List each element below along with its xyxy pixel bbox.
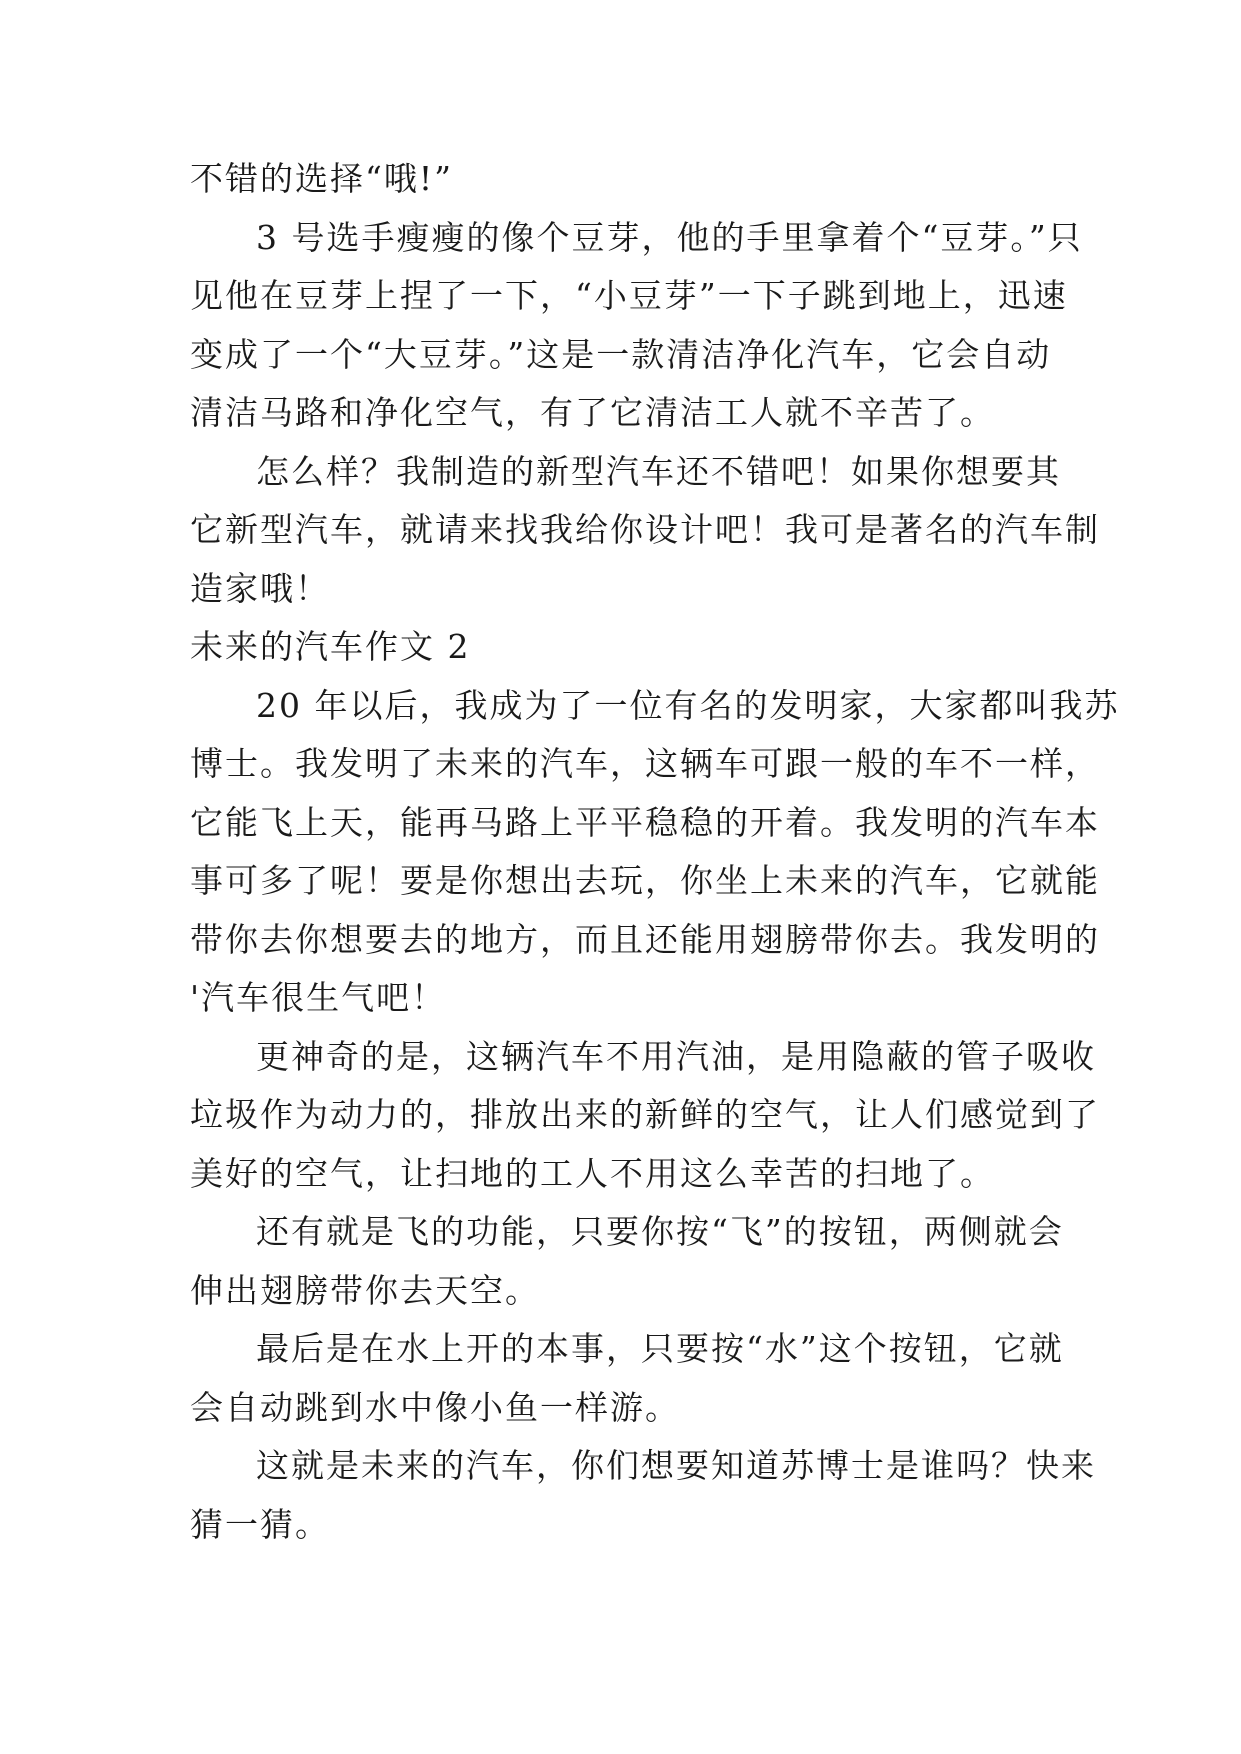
paragraph-line: 美好的空气，让扫地的工人不用这么幸苦的扫地了。	[190, 1153, 995, 1193]
paragraph-line: 垃圾作为动力的，排放出来的新鲜的空气，让人们感觉到了	[190, 1095, 1100, 1134]
paragraph-line: 带你去你想要去的地方，而且还能用翅膀带你去。我发明的	[190, 919, 1100, 959]
paragraph-line: 怎么样？我制造的新型汽车还不错吧！如果你想要其	[256, 451, 1061, 491]
paragraph-line: 造家哦！	[190, 568, 330, 608]
paragraph-line: 3 号选手瘦瘦的像个豆芽，他的手里拿着个“豆芽。”只	[256, 217, 1083, 257]
paragraph-line: 最后是在水上开的本事，只要按“水”这个按钮，它就	[256, 1329, 1064, 1368]
paragraph-line: 还有就是飞的功能，只要你按“飞”的按钮，两侧就会	[256, 1212, 1064, 1251]
paragraph-line: 更神奇的是，这辆汽车不用汽油，是用隐蔽的管子吸收	[256, 1036, 1096, 1076]
paragraph-line: 见他在豆芽上捏了一下，“小豆芽”一下子跳到地上，迅速	[190, 276, 1068, 315]
paragraph-line: 清洁马路和净化空气，有了它清洁工人就不辛苦了。	[190, 393, 995, 432]
paragraph-line: 猜一猜。	[190, 1504, 330, 1544]
paragraph-line: 它新型汽车，就请来找我给你设计吧！我可是著名的汽车制	[190, 510, 1100, 549]
paragraph-line: 这就是未来的汽车，你们想要知道苏博士是谁吗？快来	[256, 1446, 1096, 1485]
paragraph-line: 不错的选择“哦!”	[190, 159, 454, 198]
paragraph-line: 会自动跳到水中像小鱼一样游。	[190, 1387, 680, 1427]
paragraph-line: 伸出翅膀带你去天空。	[190, 1270, 540, 1310]
paragraph-line: 变成了一个“大豆芽。”这是一款清洁净化汽车，它会自动	[190, 334, 1052, 374]
paragraph-line: 它能飞上天，能再马路上平平稳稳的开着。我发明的汽车本	[190, 802, 1100, 842]
document-body	[190, 150, 1120, 1554]
paragraph-line: '汽车很生气吧！	[190, 978, 447, 1017]
section-title: 未来的汽车作文 2	[190, 627, 471, 666]
paragraph-line: 博士。我发明了未来的汽车，这辆车可跟一般的车不一样，	[190, 744, 1100, 783]
paragraph-line: 20 年以后，我成为了一位有名的发明家，大家都叫我苏	[256, 685, 1120, 725]
paragraph-line: 事可多了呢！要是你想出去玩，你坐上未来的汽车，它就能	[190, 861, 1100, 900]
